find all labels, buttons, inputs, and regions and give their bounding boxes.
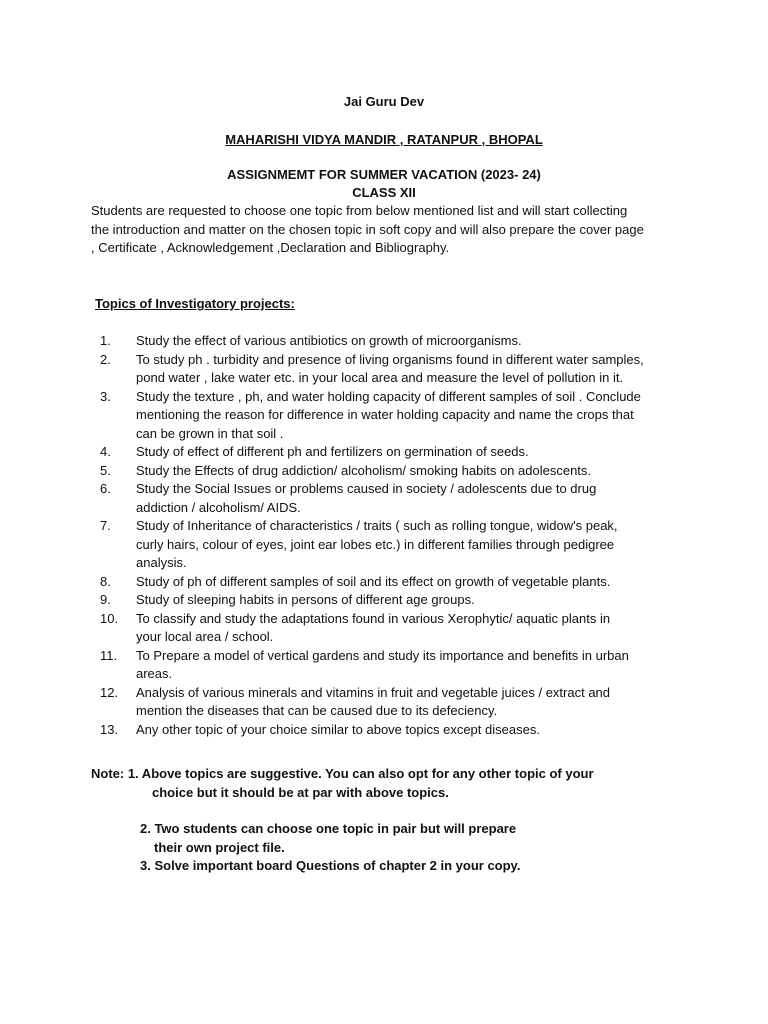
list-item-number: 9. <box>100 592 111 607</box>
list-item-text: Study the effect of various antibiotics on growth of microorganisms. <box>136 333 522 348</box>
list-item-number: 11. <box>100 647 118 663</box>
note-line: 2. Two students can choose one topic in pair but will prepare <box>140 821 517 836</box>
note-line: Note: 1. Above topics are suggestive. You can also opt for any other topic of your <box>91 766 594 781</box>
list-item-text: To Prepare a model of vertical gardens and study its importance and benefits in urban <box>136 647 629 663</box>
list-item-text: addiction / alcoholism/ AIDS. <box>136 499 301 515</box>
list-item-number: 13. <box>100 721 119 737</box>
list-item <box>0 647 768 684</box>
list-item-text: pond water , lake water etc. in your local area and measure the level of pollution in it. <box>136 370 624 385</box>
list-item-number: 7. <box>100 518 111 533</box>
school-name <box>0 131 768 150</box>
list-item-text: Study the Social Issues or problems caused in society / adolescents due to drug <box>136 481 597 496</box>
list-item-number: 4. <box>100 444 111 459</box>
list-item-text: analysis. <box>136 555 187 570</box>
list-item <box>0 610 768 647</box>
list-item <box>0 388 768 444</box>
list-item <box>0 591 768 610</box>
intro-line: , Certificate , Acknowledgement ,Declaration and Bibliography. <box>91 240 450 255</box>
list-item <box>0 684 768 721</box>
list-item <box>0 351 768 388</box>
list-item-number: 2. <box>100 351 111 367</box>
note-section <box>91 765 731 876</box>
list-item-number: 10. <box>100 610 119 626</box>
list-item-number: 6. <box>100 481 111 496</box>
topics-heading: Topics of Investigatory projects: <box>95 296 295 311</box>
list-item-text: Study the texture , ph, and water holding capacity of different samples of soil . Conclude <box>136 388 641 404</box>
list-item-number: 8. <box>100 573 111 589</box>
blessing-heading: Jai Guru Dev <box>343 94 425 109</box>
assignment-title: ASSIGNMEMT FOR SUMMER VACATION (2023- 24) <box>227 167 541 182</box>
list-item-text: Study of ph of different samples of soil and its effect on growth of vegetable plants. <box>136 573 611 589</box>
list-item-text: curly hairs, colour of eyes, joint ear lobes etc.) in different families through pedigree <box>136 536 615 552</box>
list-item <box>0 573 768 592</box>
list-item-number: 12. <box>100 684 119 700</box>
class-title: CLASS XII <box>352 185 416 200</box>
list-item-text: Study of sleeping habits in persons of different age groups. <box>136 592 475 607</box>
list-item-text: mentioning the reason for difference in water holding capacity and name the crops that <box>136 407 634 422</box>
list-item-text: Study of Inheritance of characteristics / traits ( such as rolling tongue, widow's peak, <box>136 518 618 533</box>
list-item-number: 1. <box>100 333 111 348</box>
list-item <box>0 480 768 517</box>
note-line: choice but it should be at par with above topics. <box>152 784 449 800</box>
list-item-text: Analysis of various minerals and vitamins in fruit and vegetable juices / extract and <box>136 684 611 700</box>
school-name-text: MAHARISHI VIDYA MANDIR , RATANPUR , BHOPAL <box>225 132 543 147</box>
topics-list <box>0 332 768 739</box>
list-item-text: can be grown in that soil . <box>136 425 284 441</box>
note-line: their own project file. <box>154 839 285 855</box>
list-item <box>0 721 768 740</box>
list-item <box>0 443 768 462</box>
list-item <box>0 332 768 351</box>
list-item-text: your local area / school. <box>136 629 274 644</box>
list-item <box>0 517 768 573</box>
list-item-number: 3. <box>100 388 111 404</box>
list-item-text: To study ph . turbidity and presence of living organisms found in different water samples, <box>136 351 644 367</box>
intro-paragraph <box>91 202 721 258</box>
list-item-text: areas. <box>136 666 173 681</box>
list-item-text: To classify and study the adaptations found in various Xerophytic/ aquatic plants in <box>136 610 611 626</box>
list-item-number: 5. <box>100 462 111 478</box>
intro-line: the introduction and matter on the chosen topic in soft copy and will also prepare the cover page <box>91 221 644 237</box>
list-item-text: mention the diseases that can be caused due to its defeciency. <box>136 703 498 718</box>
list-item-text: Any other topic of your choice similar to above topics except diseases. <box>136 721 540 737</box>
note-line: 3. Solve important board Questions of chapter 2 in your copy. <box>140 858 521 873</box>
list-item <box>0 462 768 481</box>
intro-line: Students are requested to choose one topic from below mentioned list and will start collecting <box>91 203 628 218</box>
list-item-text: Study the Effects of drug addiction/ alcoholism/ smoking habits on adolescents. <box>136 462 592 478</box>
list-item-text: Study of effect of different ph and fertilizers on germination of seeds. <box>136 444 529 459</box>
